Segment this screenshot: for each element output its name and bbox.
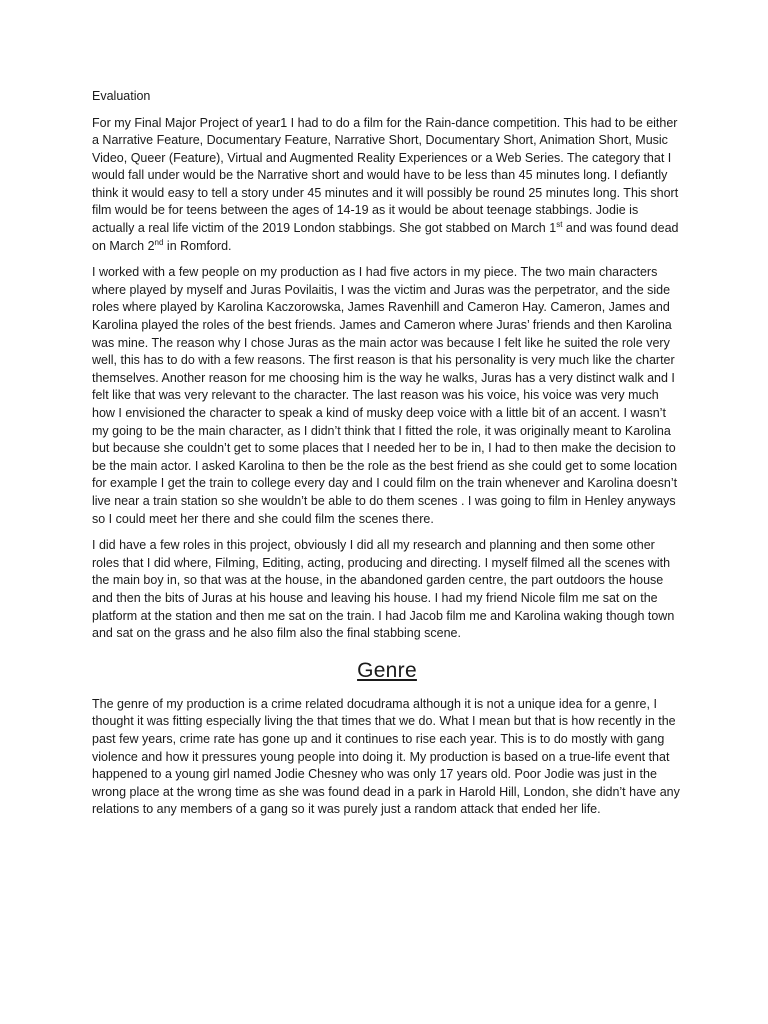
evaluation-heading: Evaluation (92, 89, 151, 103)
ordinal-suffix-st: st (556, 219, 563, 229)
paragraph-roles: I did have a few roles in this project, obviously I did all my research and planning and then some other roles that I did where, Filming, Editing, acting, producing and directing. I myself filmed all the scenes with the main boy in, so that was at the house, in the abandoned garden centre, the part outdoors the house and then the bits of Juras at his house and leaving his house. I had my friend Nicole film me sat on the platform at the station and then me sat on the train. I had Jacob film me and Karolina waking though town and sat on the grass and he also film also the final stabbing scene. (92, 538, 675, 641)
document-page (92, 88, 682, 828)
paragraph-project-overview-text-b: and was found dead on March 2 (92, 221, 679, 253)
ordinal-suffix-nd: nd (154, 237, 164, 247)
paragraph-genre: The genre of my production is a crime related docudrama although it is not a unique idea for a genre, I thought it was fitting especially living the that times that we do. What I mean but that is how recently in the past few years, crime rate has gone up and it continues to rise each year. This is to do mostly with gang violence and how it pressures young people into doing it. My production is based on a true-life event that happened to a young girl named Jodie Chesney who was only 17 years old. Poor Jodie was just in the wrong place at the wrong time as she was found dead in a park in Harold Hill, London, she didn’t have any relations to any members of a gang so it was purely just a random attack that ended her life. (92, 696, 680, 817)
paragraph-project-overview (92, 115, 682, 256)
paragraph-project-overview-text-c: in Romford. (163, 238, 232, 253)
paragraph-cast: I worked with a few people on my production as I had five actors in my piece. The two main characters where played by myself and Juras Povilaitis, I was the victim and Juras was the perpetrator, and the side roles where played by Karolina Kaczorowska, James Ravenhill and Cameron Hay. Cameron, James and Karolina played the roles of the best friends. James and Cameron where Juras’ friends and then Karolina was mine. The reason why I chose Juras as the main actor was because I felt like he suited the role very well, this has to do with a few reasons. The first reason is that his personality is very much like the charter themselves. Another reason for me choosing him is the way he walks, Juras has a very distinct walk and I felt like that was very relevant to the character. The last reason was his voice, his voice was very much how I envisioned the character to speak a kind of musky deep voice with a little bit of an accent. I wasn’t my going to be the main character, as I didn’t think that I fitted the role, it was originally meant to Karolina but because she couldn’t get to some places that I needed her to be in, I had to then make the decision to be the main actor. I asked Karolina to then be the role as the best friend as she could get to some location for example I get the train to college every day and I could film on the train whenever and Karolina doesn’t live near a train station so she wouldn’t be able to do them scenes . I was going to film in Henley anyways so I could meet her there and she could film the scenes there. (92, 265, 678, 526)
paragraph-project-overview-text-a: For my Final Major Project of year1 I had to do a film for the Rain-dance competition. This had to be either a Narrative Feature, Documentary Feature, Narrative Short, Documentary Short, Animation Short, Music Video, Queer (Feature), Virtual and Augmented Reality Experiences or a Web Series. The category that I would fall under would be the Narrative short and would have to be less than 45 minutes long. I defiantly think it would easy to tell a story under 45 minutes and it will possibly be round 25 minutes long. This short film would be for teens between the ages of 14-19 as it would be about teenage stabbings. Jodie is actually a real life victim of the 2019 London stabbings. She got stabbed on March 1 (92, 115, 679, 236)
genre-heading: Genre (357, 658, 417, 682)
